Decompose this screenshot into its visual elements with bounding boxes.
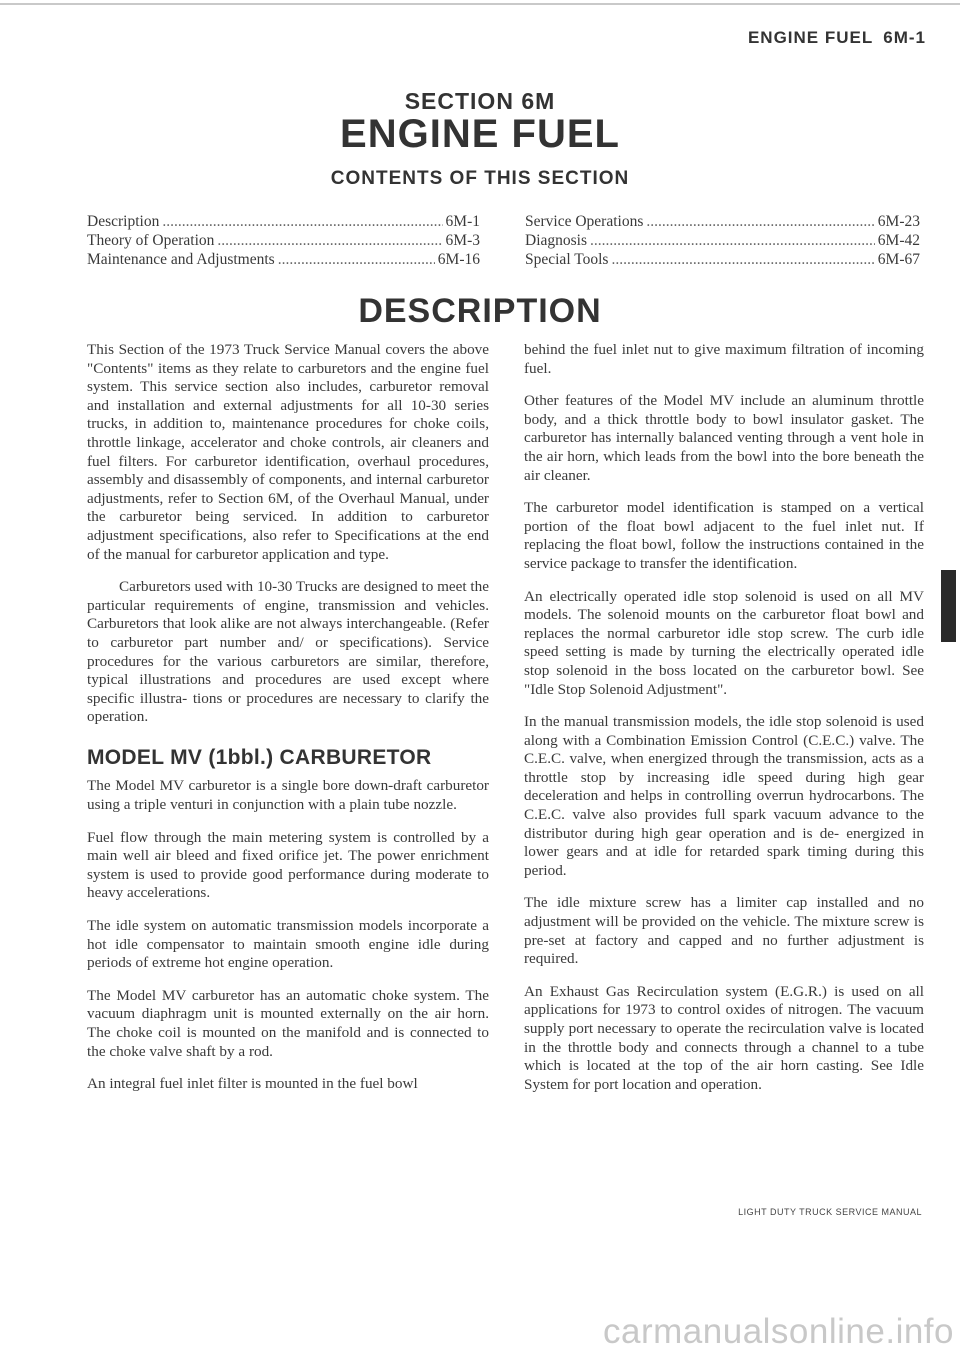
page-number: 6M-1 bbox=[883, 28, 926, 47]
main-title: ENGINE FUEL bbox=[340, 112, 620, 156]
page-header bbox=[748, 28, 926, 48]
toc-page: 6M-1 bbox=[445, 213, 480, 230]
toc-left-column bbox=[87, 212, 480, 269]
paragraph: In the manual transmission models, the idle stop solenoid is used along with a Combination Emission Control (C.E.C.) valve. The C.E.C. valve, when energized through the transmission, acts as a throttle stop by increasing idle speed during high gear deceleration and helps in controlling overrun hydrocarbons. The C.E.C. valve also provides full spark vacuum advance to the distributor during high gear operation and is de- energized in lower gears and at idle for retarded spark timing during this period. bbox=[524, 713, 924, 879]
right-text-column bbox=[524, 341, 924, 1108]
toc-label: Maintenance and Adjustments bbox=[87, 251, 275, 268]
toc-entry-diagnosis[interactable] bbox=[525, 231, 920, 250]
toc-entry-theory-of-operation[interactable] bbox=[87, 231, 480, 250]
running-title: ENGINE FUEL bbox=[747, 28, 874, 47]
toc-entry-description[interactable] bbox=[87, 212, 480, 231]
toc-leader bbox=[162, 212, 442, 231]
toc-page: 6M-67 bbox=[877, 251, 920, 268]
paragraph: An Exhaust Gas Recirculation system (E.G.R.) is used on all applications for 1973 to control oxides of nitrogen. The vacuum supply port necessary to operate the recirculation valve is located in the throttle body and connects through a channel to a tube which is located at the top of the air horn casting. See Idle System for port location and operation. bbox=[524, 982, 924, 1093]
toc-label: Description bbox=[87, 213, 160, 230]
toc-label: Diagnosis bbox=[525, 232, 587, 249]
paragraph: The idle system on automatic transmission models incorporate a hot idle compensator to maintain smooth engine idle during periods of extreme hot engine operation. bbox=[87, 917, 489, 972]
toc-page: 6M-23 bbox=[877, 213, 920, 230]
toc-leader bbox=[217, 231, 442, 250]
watermark: carmanualsonline.info bbox=[603, 1312, 954, 1351]
toc-leader bbox=[611, 250, 874, 269]
footer-manual-title: LIGHT DUTY TRUCK SERVICE MANUAL bbox=[738, 1207, 922, 1217]
toc-label: Service Operations bbox=[525, 213, 644, 230]
paragraph: Carburetors used with 10-30 Trucks are designed to meet the particular requirements of engine, transmission and vehicles. Carburetors that look alike are not always interchangeable. (Refer to carburetor part number and/ or specifications). Service procedures for the various carburetors are similar, therefore, typical illustrations and procedures are used except where specific illustra- tions or procedures are necessary to clarify the operation. bbox=[87, 578, 489, 726]
paragraph: An electrically operated idle stop solenoid is used on all MV models. The solenoid mounts on the carburetor float bowl and replaces the normal carburetor idle stop screw. The curb idle speed setting is made by turning the electrically operated idle stop solenoid in the boss located on the carburetor bowl. See "Idle Stop Solenoid Adjustment". bbox=[524, 587, 924, 698]
paragraph: The Model MV carburetor is a single bore down-draft carburetor using a triple venturi in conjunction with a plain tube nozzle. bbox=[87, 777, 489, 814]
subheading-model-mv: MODEL MV (1bbl.) CARBURETOR bbox=[87, 745, 432, 769]
paragraph: The carburetor model identification is stamped on a vertical portion of the float bowl adjacent to the fuel inlet nut. If replacing the float bowl, follow the instructions contained in the service package to transfer the identification. bbox=[524, 499, 924, 572]
toc-leader bbox=[278, 250, 435, 269]
toc-page: 6M-16 bbox=[437, 251, 480, 268]
toc-page: 6M-42 bbox=[877, 232, 920, 249]
paragraph: The idle mixture screw has a limiter cap installed and no adjustment will be provided on the vehicle. The mixture screw is pre-set at factory and capped and no further adjustment is required. bbox=[524, 894, 924, 968]
toc-right-column bbox=[525, 212, 920, 269]
toc-label: Special Tools bbox=[525, 251, 609, 268]
toc-entry-service-operations[interactable] bbox=[525, 212, 920, 231]
toc-page: 6M-3 bbox=[445, 232, 480, 249]
toc-leader bbox=[590, 231, 875, 250]
description-title: DESCRIPTION bbox=[358, 292, 602, 330]
paragraph: The Model MV carburetor has an automatic choke system. The vacuum diaphragm unit is mounted externally on the air horn. The choke coil is mounted on the manifold and is connected to the choke valve shaft by a rod. bbox=[87, 986, 489, 1060]
paragraph: behind the fuel inlet nut to give maximum filtration of incoming fuel. bbox=[524, 341, 924, 377]
toc-entry-special-tools[interactable] bbox=[525, 250, 920, 269]
contents-title: CONTENTS OF THIS SECTION bbox=[330, 168, 630, 189]
paragraph: Other features of the Model MV include an aluminum throttle body, and a thick throttle body to bowl insulator gasket. The carburetor has internally balanced venting through a vent hole in the air horn, which leads from the bowl into the bore beneath the air cleaner. bbox=[524, 392, 924, 484]
left-text-column bbox=[87, 341, 489, 1108]
paragraph: This Section of the 1973 Truck Service Manual covers the above "Contents" items as they relate to carburetors and the engine fuel system. This service section also includes, carburetor removal and installation and external adjustments for all 10-30 series trucks, in addition to, maintenance procedures for choke coils, throttle linkage, accelerator and choke controls, air cleaners and fuel filters. For carburetor identification, overhaul procedures, assembly and disassembly of components, and internal carburetor adjustments, refer to Section 6M, of the Overhaul Manual, under the carburetor being serviced. In addition to carburetor adjustment specifications, also refer to Specifications at the end of the manual for carburetor application and type. bbox=[87, 341, 489, 563]
top-rule bbox=[0, 3, 960, 5]
section-thumb-tab bbox=[941, 570, 956, 642]
toc-label: Theory of Operation bbox=[87, 232, 215, 249]
toc-leader bbox=[646, 212, 874, 231]
toc-entry-maintenance-and-adjustments[interactable] bbox=[87, 250, 480, 269]
paragraph: An integral fuel inlet filter is mounted in the fuel bowl bbox=[87, 1075, 418, 1093]
paragraph: Fuel flow through the main metering system is controlled by a main well air bleed and fixed orifice jet. The power enrichment system is used to provide good performance during moderate to heavy accelerations. bbox=[87, 828, 489, 902]
section-label: SECTION 6M bbox=[404, 88, 556, 114]
